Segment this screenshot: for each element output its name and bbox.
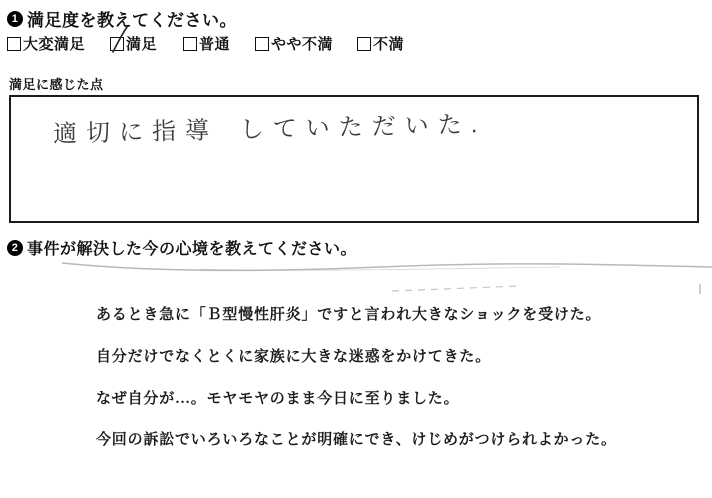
question1-number-icon: 1: [7, 11, 23, 27]
checkbox-icon[interactable]: [255, 37, 269, 51]
checkbox-label: 大変満足: [23, 36, 86, 53]
checkbox-label: 不満: [373, 36, 405, 53]
checkbox-label: 普通: [199, 36, 231, 53]
question2-number-icon: 2: [7, 240, 23, 256]
handwritten-comment-text: 適切に指導 していただいた.: [52, 111, 487, 148]
checkbox-label: 満足: [126, 36, 158, 53]
checkbox-option-satisfied[interactable]: [110, 33, 157, 54]
answer-paragraph: 今回の訴訟でいろいろなことが明確にでき、けじめがつけられよかった。: [96, 432, 617, 448]
answer-paragraph: あるとき急に「Ｂ型慢性肝炎」ですと言われ大きなショックを受けた。: [96, 307, 602, 323]
checkbox-icon[interactable]: [7, 37, 21, 51]
checkbox-label: やや不満: [271, 36, 334, 53]
answer-paragraph: なぜ自分が…。モヤモヤのまま今日に至りました。: [96, 391, 460, 407]
checkbox-option-very-satisfied[interactable]: [7, 33, 85, 54]
question2-title-text: 事件が解決した今の心境を教えてください。: [27, 241, 358, 258]
checkbox-option-somewhat-dissatisfied[interactable]: [255, 33, 333, 54]
checkbox-checked-icon[interactable]: [110, 37, 124, 51]
question1-title: [7, 6, 237, 31]
comment-free-text-box[interactable]: [9, 95, 699, 223]
checkbox-icon[interactable]: [183, 37, 197, 51]
checkbox-icon[interactable]: [357, 37, 371, 51]
comment-field-label: 満足に感じた点: [9, 77, 104, 92]
satisfaction-options-row: [0, 33, 712, 57]
question1-title-text: 満足度を教えてください。: [27, 11, 237, 30]
answer-paragraph: 自分だけでなくとくに家族に大きな迷惑をかけてきた。: [96, 349, 492, 365]
scan-artifact-lines: [0, 252, 712, 304]
checkbox-option-dissatisfied[interactable]: [357, 33, 404, 54]
checkbox-option-neutral[interactable]: [183, 33, 230, 54]
